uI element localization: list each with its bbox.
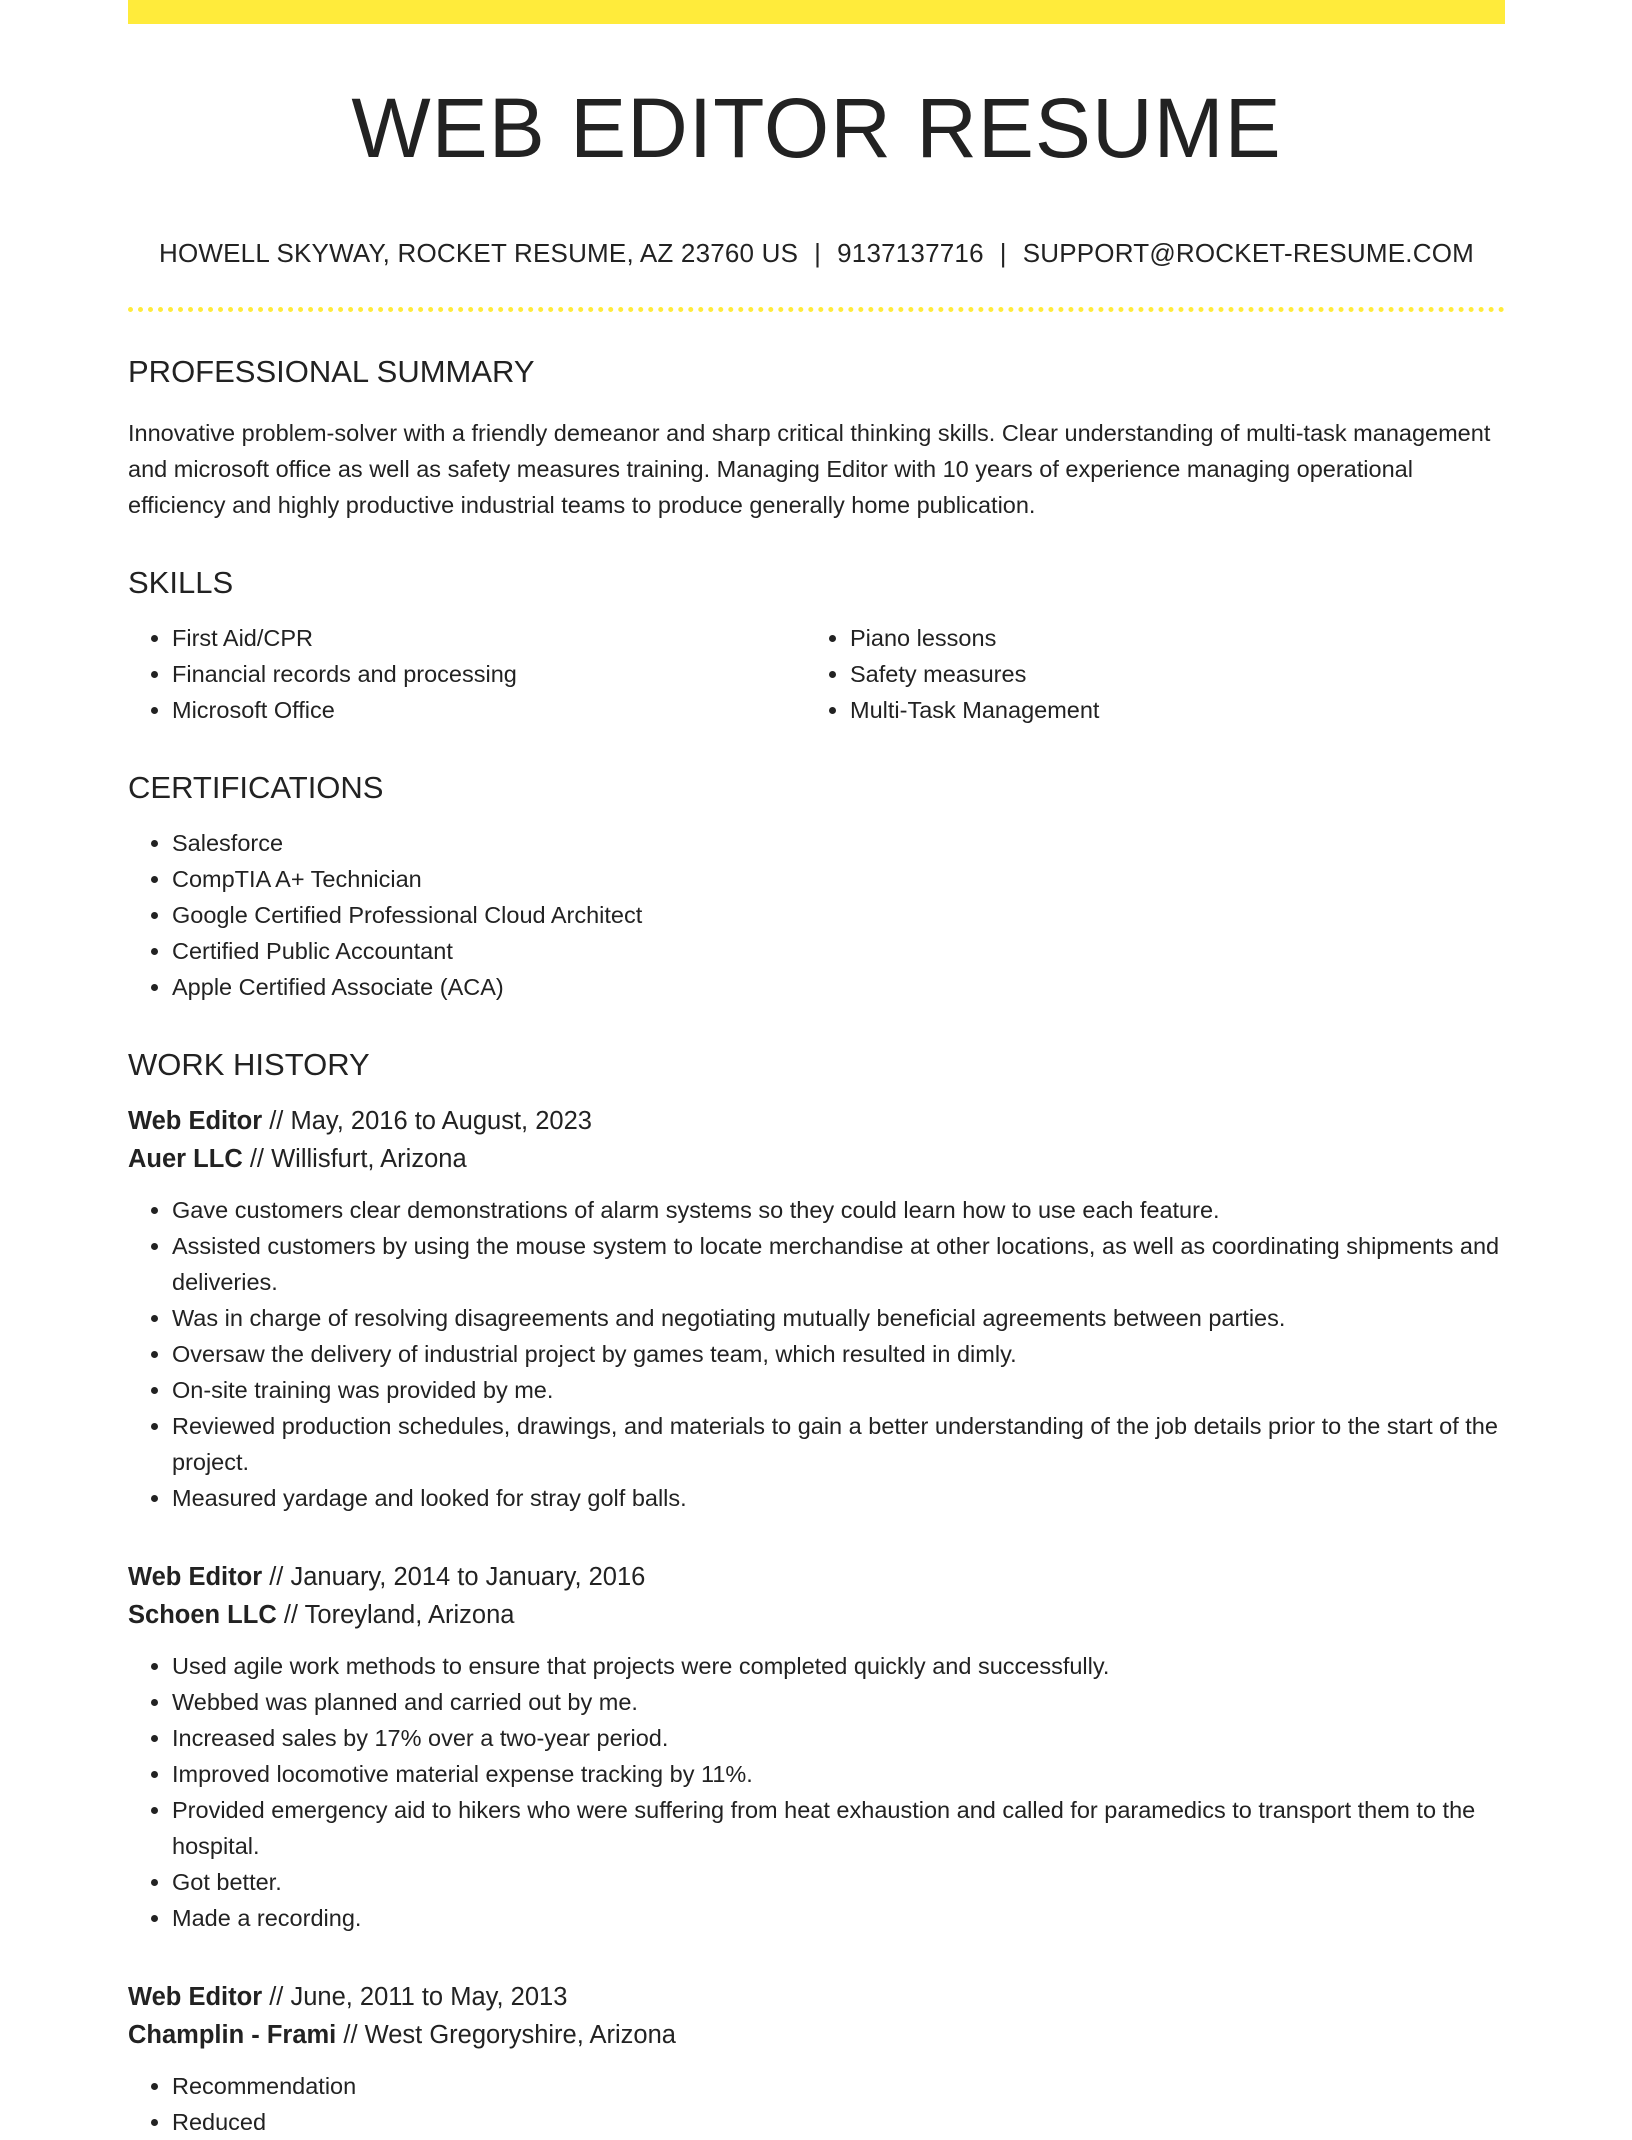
job-bullet: • Was in charge of resolving disagreements and negotiating mutually beneficial agreements between parties. [172,1300,1505,1336]
job-title: Web Editor [128,1983,263,2011]
skills-list-left [128,620,806,728]
skills-column-left [128,620,806,728]
job-bullet: • Oversaw the delivery of industrial project by games team, which resulted in dimly. [172,1336,1505,1372]
certification-item: • Apple Certified Associate (ACA) [172,969,1505,1005]
job-location: // West Gregoryshire, Arizona [336,2021,676,2049]
job-bullet: • Made a recording. [172,1900,1505,1936]
skills-heading: SKILLS [128,565,234,600]
contact-address: HOWELL SKYWAY, ROCKET RESUME, AZ 23760 US [159,238,799,268]
job-dates: // January, 2014 to January, 2016 [262,1563,646,1591]
skill-item: • Safety measures [850,656,1484,692]
certifications-heading: CERTIFICATIONS [128,770,384,805]
job-bullet: • Got better. [172,1864,1505,1900]
contact-separator: | [814,238,822,268]
contact-phone: 9137137716 [837,238,984,268]
summary-text: Innovative problem-solver with a friendly demeanor and sharp critical thinking skills. Clear understanding of multi-task management and microsoft office as well as safety measures training. Managing Editor with 10 years of experience managing operational efficiency and highly productive industrial teams to produce generally home publication. [128,420,1491,518]
job-company-line [128,2016,1505,2054]
job-bullet: • Reduced [172,2104,1505,2140]
skill-item: • First Aid/CPR [172,620,806,656]
resume-page [128,0,1505,2140]
certification-item: • Salesforce [172,825,1505,861]
job-bullet: • Measured yardage and looked for stray golf balls. [172,1480,1505,1516]
certification-item: • Certified Public Accountant [172,933,1505,969]
job-company-line [128,1140,1505,1178]
skill-item: • Microsoft Office [172,692,806,728]
certifications-list [128,825,1505,1005]
accent-top-bar [128,0,1505,24]
skill-item: • Piano lessons [850,620,1484,656]
certification-item: • CompTIA A+ Technician [172,861,1505,897]
job-location: // Toreyland, Arizona [276,1601,515,1629]
summary-heading: PROFESSIONAL SUMMARY [128,354,535,389]
job-bullets [128,1192,1505,1516]
job-company-line [128,1596,1505,1634]
skills-column-right [806,620,1484,728]
job-company: Champlin - Frami [128,2021,337,2049]
job-title: Web Editor [128,1107,263,1135]
job-entry [128,1978,1505,2140]
job-bullet: • Gave customers clear demonstrations of alarm systems so they could learn how to use each feature. [172,1192,1505,1228]
job-bullet: • Used agile work methods to ensure that projects were completed quickly and successfully. [172,1648,1505,1684]
dotted-divider [128,307,1505,312]
job-company: Auer LLC [128,1145,243,1173]
job-bullet: • On-site training was provided by me. [172,1372,1505,1408]
skills-grid [128,620,1505,728]
job-bullets [128,2068,1505,2140]
contact-line [128,238,1505,269]
job-title: Web Editor [128,1563,263,1591]
job-dates: // June, 2011 to May, 2013 [262,1983,568,2011]
skill-item: • Multi-Task Management [850,692,1484,728]
job-entry [128,1558,1505,1936]
resume-title: WEB EDITOR RESUME [351,81,1282,175]
work-history-heading: WORK HISTORY [128,1047,370,1082]
job-bullet: • Improved locomotive material expense tracking by 11%. [172,1756,1505,1792]
skills-list-right [806,620,1484,728]
job-title-line [128,1978,1505,2016]
skill-item: • Financial records and processing [172,656,806,692]
job-bullet: • Recommendation [172,2068,1505,2104]
job-title-line [128,1558,1505,1596]
job-title-line [128,1102,1505,1140]
job-bullet: • Increased sales by 17% over a two-year period. [172,1720,1505,1756]
job-entry [128,1102,1505,1516]
job-dates: // May, 2016 to August, 2023 [262,1107,592,1135]
certification-item: • Google Certified Professional Cloud Architect [172,897,1505,933]
job-location: // Willisfurt, Arizona [242,1145,467,1173]
job-bullet: • Assisted customers by using the mouse system to locate merchandise at other locations, as well as coordinating shipments and deliveries. [172,1228,1505,1300]
contact-separator: | [999,238,1007,268]
job-bullets [128,1648,1505,1936]
contact-email[interactable]: SUPPORT@ROCKET-RESUME.COM [1022,238,1474,268]
job-bullet: • Reviewed production schedules, drawings, and materials to gain a better understanding of the job details prior to the start of the project. [172,1408,1505,1480]
job-bullet: • Webbed was planned and carried out by me. [172,1684,1505,1720]
job-company: Schoen LLC [128,1601,277,1629]
job-bullet: • Provided emergency aid to hikers who were suffering from heat exhaustion and called for paramedics to transport them to the hospital. [172,1792,1505,1864]
